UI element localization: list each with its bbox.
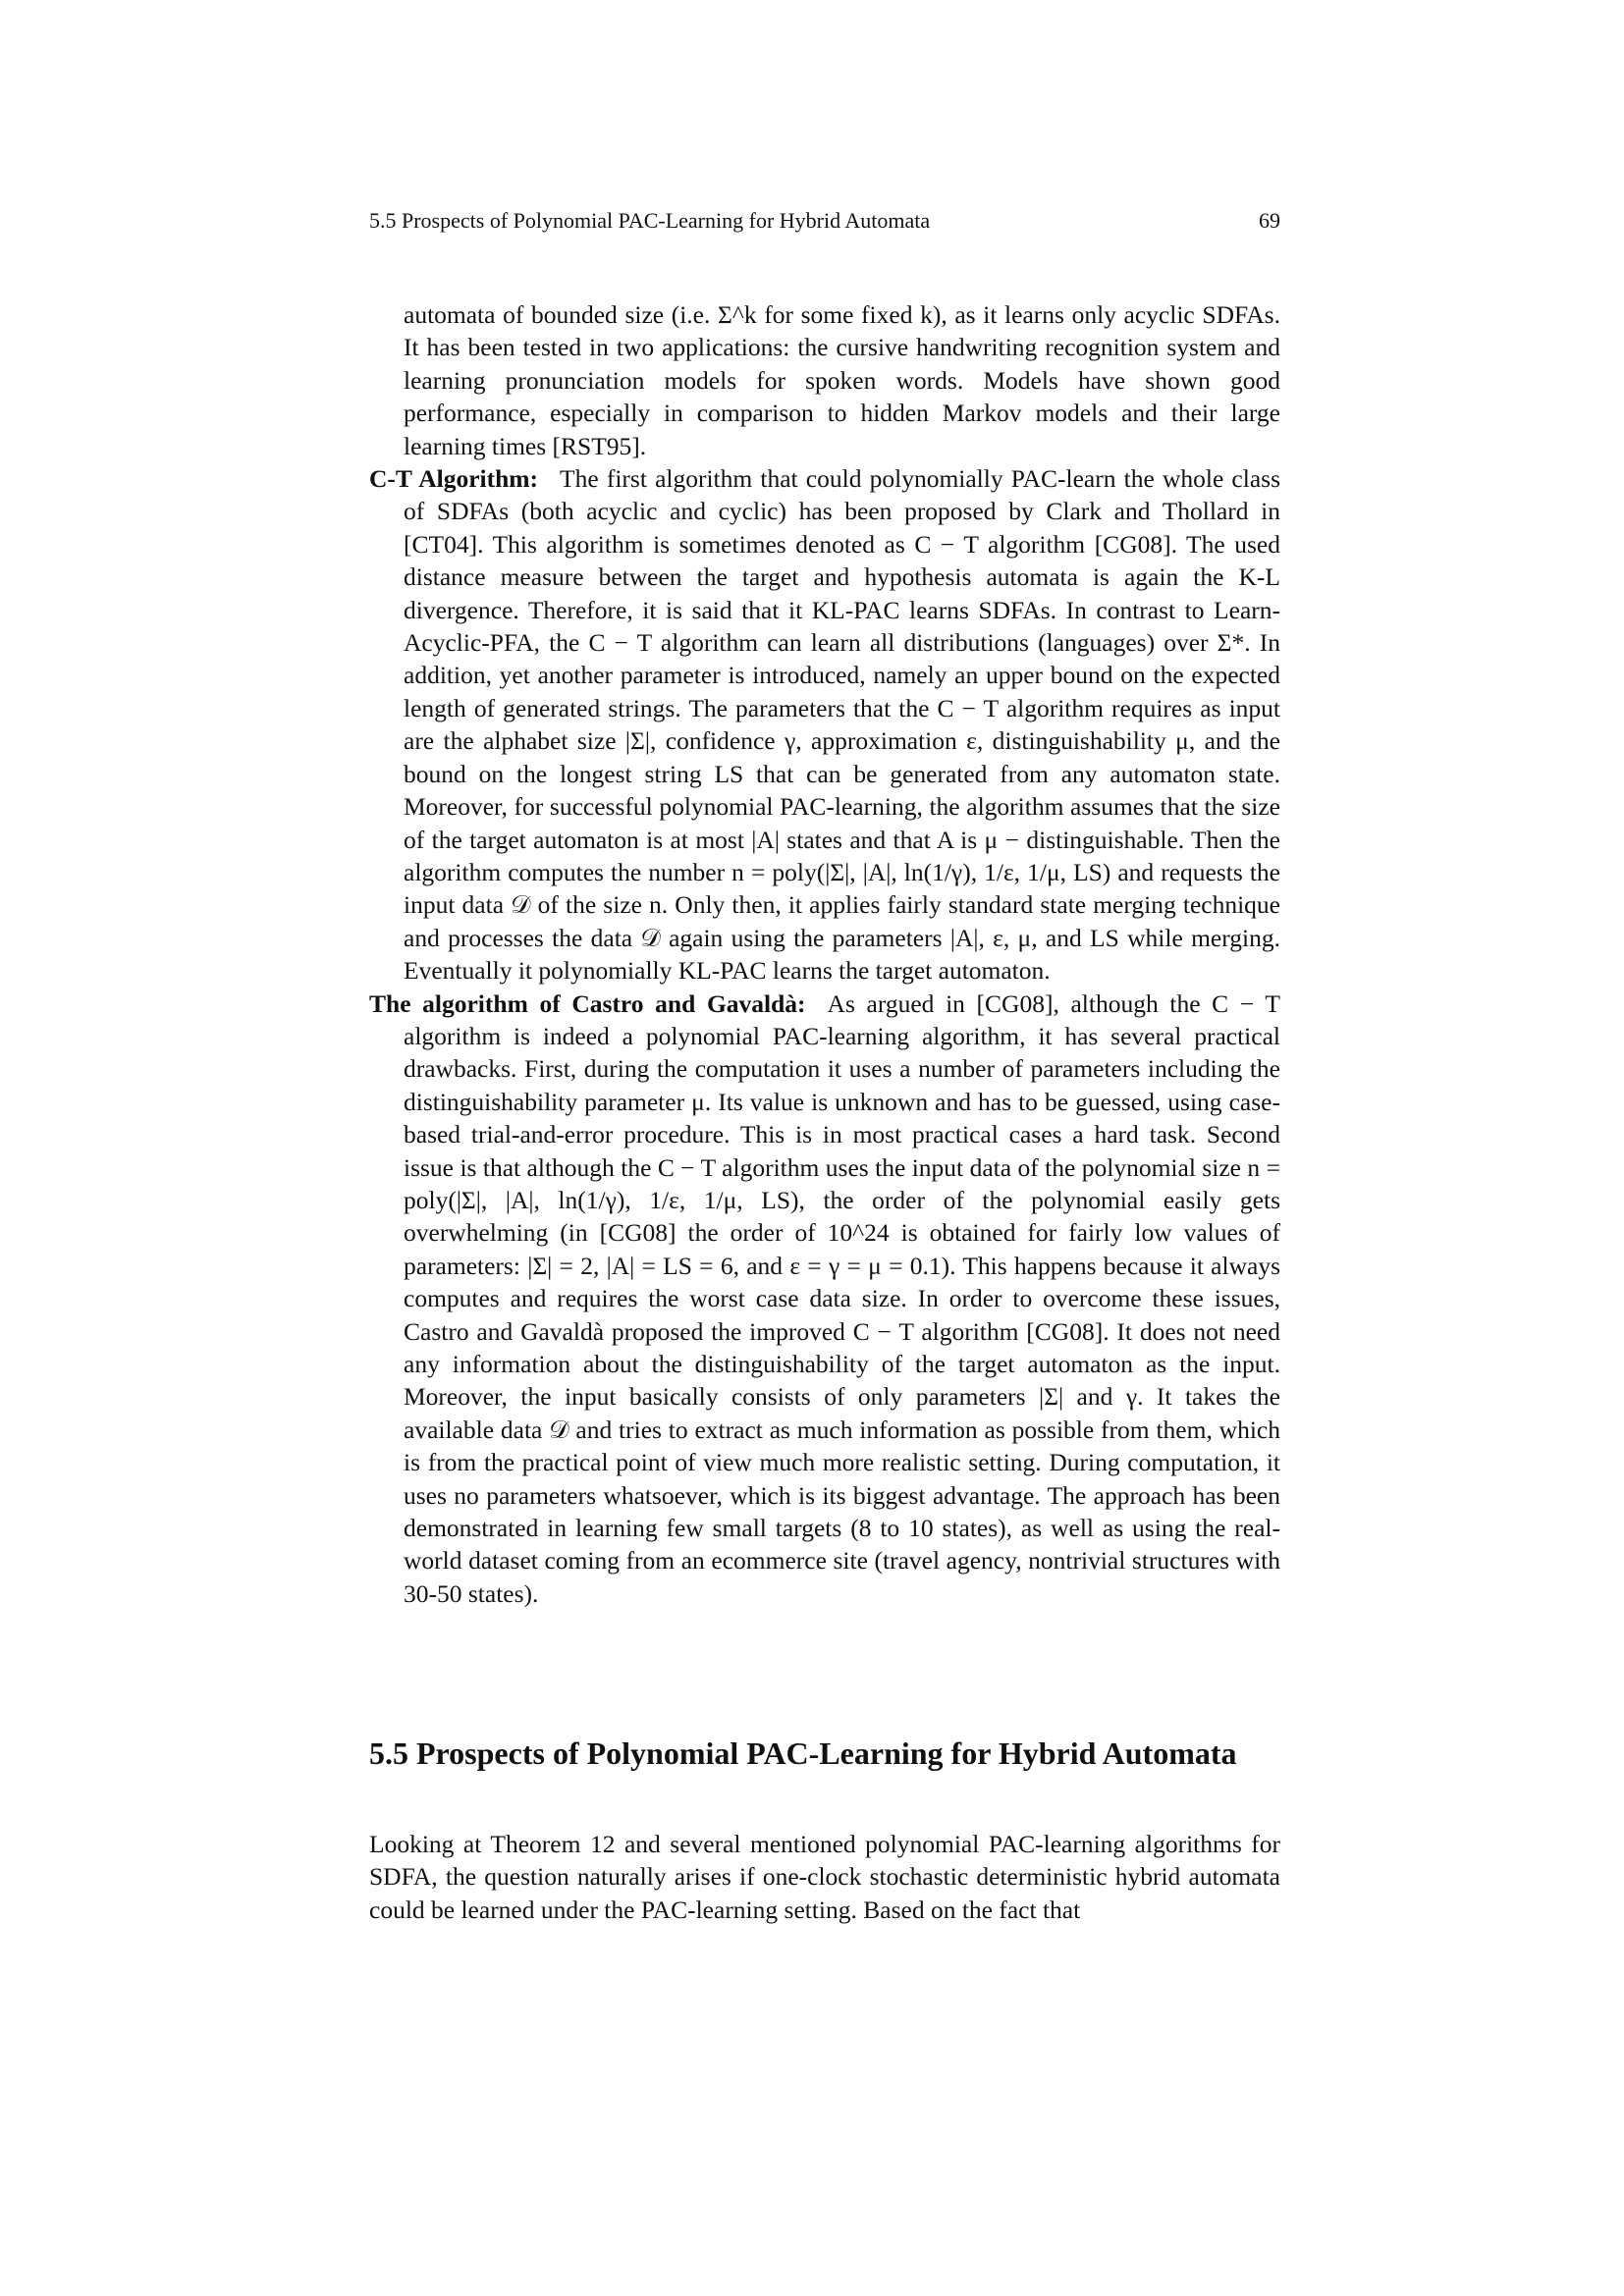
running-head — [369, 208, 1280, 234]
ct-algorithm-term: C-T Algorithm: — [369, 464, 539, 494]
running-head-title: 5.5 Prospects of Polynomial PAC-Learning for Hybrid Automata — [369, 208, 931, 233]
section-paragraph: Looking at Theorem 12 and several mentioned polynomial PAC-learning algorithms for SDFA, the question naturally arises if one-clock stochastic deterministic hybrid automata could be learned under the PAC-learning setting. Based on the fact that — [369, 1830, 1280, 1924]
section-title: 5.5 Prospects of Polynomial PAC-Learning for Hybrid Automata — [369, 1735, 1237, 1771]
ct-algorithm-text: The first algorithm that could polynomially PAC-learn the whole class of SDFAs (both acyclic and cyclic) has been proposed by Clark and Thollard in [CT04]. This algorithm is sometimes denoted as C − T algorithm [CG08]. The used distance measure between the target and hypothesis automata is again the K-L divergence. Therefore, it is said that it KL-PAC learns SDFAs. In contrast to Learn-Acyclic-PFA, the C − T algorithm can learn all distributions (languages) over Σ*. In addition, yet another parameter is introduced, namely an upper bound on the expected length of generated strings. The parameters that the C − T algorithm requires as input are the alphabet size |Σ|, confidence γ, approximation ε, distinguishability μ, and the bound on the longest string LS that can be generated from any automaton state. Moreover, for successful polynomial PAC-learning, the algorithm assumes that the size of the target automaton is at most |A| states and that A is μ − distinguishable. Then the algorithm computes the number n = poly(|Σ|, |A|, ln(1/γ), 1/ε, 1/μ, LS) and requests the input data 𝒟 of the size n. Only then, it applies fairly standard state merging technique and processes the data 𝒟 again using the parameters |A|, ε, μ, and LS while merging. Eventually it polynomially KL-PAC learns the target automaton. — [404, 464, 1281, 986]
ct-algorithm-entry — [369, 462, 1280, 988]
intro-paragraph: automata of bounded size (i.e. Σ^k for some fixed k), as it learns only acyclic SDFAs. It has been tested in two applications: the cursive handwriting recognition system and learning pronunciation models for spoken words. Models have shown good performance, especially in comparison to hidden Markov models and their large learning times [RST95]. — [404, 300, 1280, 460]
castro-gavalda-term: The algorithm of Castro and Gavaldà: — [369, 988, 806, 1018]
body-text — [369, 298, 1280, 1610]
castro-gavalda-text: As argued in [CG08], although the C − T algorithm is indeed a polynomial PAC-learning algorithm, it has several practical drawbacks. First, during the computation it uses a number of parameters including the distinguishability parameter μ. Its value is unknown and has to be guessed, using case-based trial-and-error procedure. This is in most practical cases a hard task. Second issue is that although the C − T algorithm uses the input data of the polynomial size n = poly(|Σ|, |A|, ln(1/γ), 1/ε, 1/μ, LS), the order of the polynomial easily gets overwhelming (in [CG08] the order of 10^24 is obtained for fairly low values of parameters: |Σ| = 2, |A| = LS = 6, and ε = γ = μ = 0.1). This happens because it always computes and requires the worst case data size. In order to overcome these issues, Castro and Gavaldà proposed the improved C − T algorithm [CG08]. It does not need any information about the distinguishability of the target automaton as the input. Moreover, the input basically consists of only parameters |Σ| and γ. It takes the available data 𝒟 and tries to extract as much information as possible from them, which is from the practical point of view much more realistic setting. During computation, it uses no parameters whatsoever, which is its biggest advantage. The approach has been demonstrated in learning few small targets (8 to 10 states), as well as using the real-world dataset coming from an ecommerce site (travel agency, nontrivial structures with 30-50 states). — [404, 988, 1280, 1608]
castro-gavalda-entry — [369, 988, 1280, 1611]
page-number: 69 — [1259, 208, 1280, 233]
